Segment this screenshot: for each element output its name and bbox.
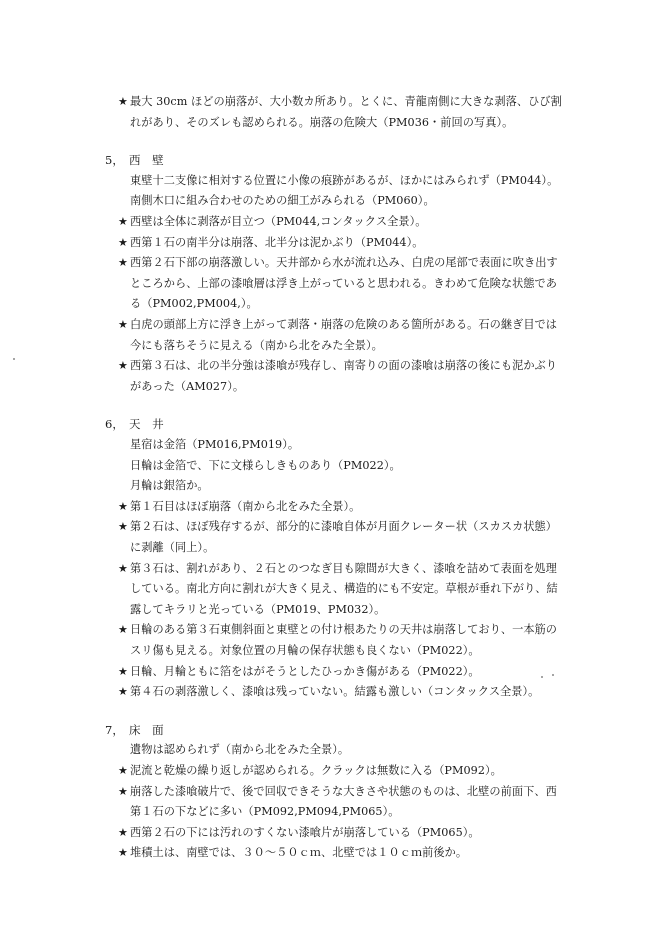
line-text: 星宿は金箔（PM016,PM019）。 xyxy=(130,438,300,451)
line-text: ところから、上部の漆喰層は浮き上がっていると思われる。きわめて危険な状態であ xyxy=(130,276,558,290)
star-bullet-icon: ★ xyxy=(118,520,129,534)
star-bullet-icon: ★ xyxy=(118,846,129,860)
star-bullet-icon: ★ xyxy=(118,215,129,228)
line-text: 日輪のある第３石東側斜面と東壁との付け根あたりの天井は崩落しており、一本筋の xyxy=(130,623,558,637)
bullet-line xyxy=(118,561,557,576)
section-number: 6， xyxy=(105,417,124,432)
section-number: 5， xyxy=(105,153,124,168)
continuation-line xyxy=(130,277,557,291)
section-title: 天 井 xyxy=(129,417,168,432)
star-bullet-icon: ★ xyxy=(118,685,129,699)
bullet-line xyxy=(118,499,361,514)
star-bullet-icon: ★ xyxy=(118,664,129,678)
scan-speck xyxy=(13,358,15,360)
line-text: 第１石目はほぼ崩落（南から北をみた全景）。 xyxy=(130,499,361,513)
section-heading xyxy=(105,723,168,737)
line-text: 白虎の頭部上方に浮き上がって剥落・崩落の危険のある箇所がある。石の継ぎ目では xyxy=(130,318,558,331)
line-text: 第２石は、ほぼ残存するが、部分的に漆喰自体が月面クレーター状（スカスカ状態） xyxy=(130,520,558,534)
bullet-line xyxy=(118,256,558,270)
bullet-line xyxy=(118,359,558,373)
line-text: 日輪、月輪ともに箔をはがそうとしたひっかき傷がある（PM022）。 xyxy=(130,664,480,678)
line-text: 泥流と乾燥の繰り返しが認められる。クラックは無数に入る（PM092）。 xyxy=(130,764,502,777)
line-text: に剥離（同上）。 xyxy=(130,541,215,554)
text-line xyxy=(130,438,299,452)
line-text: 遺物は認められず（南から北をみた全景）。 xyxy=(130,743,350,757)
line-text: 西第３石は、北の半分強は漆喰が残存し、南寄りの面の漆喰は崩落の後にも泥かぶり xyxy=(130,359,558,373)
bullet-line xyxy=(118,623,558,637)
line-text: 今にも落ちそうに見える（南から北をみた全景）。 xyxy=(130,338,383,352)
bullet-line xyxy=(118,235,424,250)
star-bullet-icon: ★ xyxy=(118,561,129,575)
continuation-line xyxy=(130,644,480,658)
bullet-line xyxy=(118,846,468,860)
bullet-line xyxy=(118,825,480,840)
text-line xyxy=(130,174,558,188)
continuation-line xyxy=(130,805,399,819)
star-bullet-icon: ★ xyxy=(118,256,129,270)
star-bullet-icon: ★ xyxy=(118,359,129,373)
star-bullet-icon: ★ xyxy=(118,764,129,777)
section-number: 7， xyxy=(105,722,124,737)
line-text: 崩落した漆喰破片で、後で回収できそうな大きさや状態のものは、北壁の前面下、西 xyxy=(130,784,557,798)
line-text: 第３石は、割れがあり、２石とのつなぎ目も隙間が大きく、漆喰を詰めて表面を処理 xyxy=(130,561,557,575)
section-heading xyxy=(105,153,168,167)
bullet-line xyxy=(118,685,540,699)
bullet-line xyxy=(118,318,558,332)
star-bullet-icon: ★ xyxy=(118,499,129,513)
star-bullet-icon: ★ xyxy=(118,318,129,331)
star-bullet-icon: ★ xyxy=(118,95,129,108)
continuation-line xyxy=(130,380,244,394)
line-text: スリ傷も見える。対象位置の月輪の保存状態も良くない（PM022）。 xyxy=(130,644,480,657)
line-text: 最大 30cm ほどの崩落が、大小数カ所あり。とくに、青龍南側に大きな剥落、ひび割 xyxy=(130,95,562,108)
line-text: 西壁は全体に剥落が目立つ（PM044,コンタックス全景）。 xyxy=(130,215,427,228)
line-text: があった（AM027）。 xyxy=(130,379,245,393)
line-text: 南側木口に組み合わせのための細工がみられる（PM060）。 xyxy=(130,194,435,208)
section-title: 床 面 xyxy=(129,722,168,737)
continuation-line xyxy=(130,339,383,353)
text-line xyxy=(130,459,401,473)
text-line xyxy=(130,194,435,208)
section-heading xyxy=(105,417,168,431)
continuation-line xyxy=(130,582,558,596)
scan-speck xyxy=(541,676,543,678)
bullet-line xyxy=(118,95,562,109)
line-text: 堆積土は、南壁では、３０～５０ｃｍ、北壁では１０ｃｍ前後か。 xyxy=(130,846,468,860)
line-text: している。南北方向に割れが大きく見え、構造的にも不安定。草根が垂れ下がり、結 xyxy=(130,582,558,596)
star-bullet-icon: ★ xyxy=(118,623,129,637)
continuation-line xyxy=(130,116,513,130)
bullet-line xyxy=(118,764,502,778)
line-text: 西第２石下部の崩落激しい。天井部から水が流れ込み、白虎の尾部で表面に吹き出す xyxy=(130,256,558,270)
line-text: 第４石の剥落激しく、漆喰は残っていない。結露も激しい（コンタックス全景）。 xyxy=(130,685,540,699)
star-bullet-icon: ★ xyxy=(118,784,129,798)
line-text: 露してキラリと光っている（PM019、PM032）。 xyxy=(130,602,386,616)
line-text: る（PM002,PM004,）。 xyxy=(130,297,258,311)
line-text: 東壁十二支像に相対する位置に小像の痕跡があるが、ほかにはみられず（PM044）。 xyxy=(130,173,559,187)
line-text: れがあり、そのズレも認められる。崩落の危険大（PM036・前回の写真）。 xyxy=(130,115,514,129)
section-title: 西 壁 xyxy=(129,153,168,168)
line-text: 第１石の下などに多い（PM092,PM094,PM065）。 xyxy=(130,805,400,819)
bullet-line xyxy=(118,215,427,229)
continuation-line xyxy=(130,603,385,617)
bullet-line xyxy=(118,664,480,679)
bullet-line xyxy=(118,520,558,534)
text-line xyxy=(130,743,349,757)
continuation-line xyxy=(130,541,214,555)
line-text: 日輪は金箔で、下に文様らしきものあり（PM022）。 xyxy=(130,458,401,472)
scan-speck xyxy=(552,674,554,676)
line-text: 月輪は銀箔か。 xyxy=(130,479,209,493)
text-line xyxy=(130,479,209,493)
line-text: 西第２石の下には汚れのすくない漆喰片が崩落している（PM065）。 xyxy=(130,825,480,839)
star-bullet-icon: ★ xyxy=(118,825,129,839)
star-bullet-icon: ★ xyxy=(118,235,129,249)
line-text: 西第１石の南半分は崩落、北半分は泥かぶり（PM044）。 xyxy=(130,235,424,249)
continuation-line xyxy=(130,297,258,311)
bullet-line xyxy=(118,784,557,799)
